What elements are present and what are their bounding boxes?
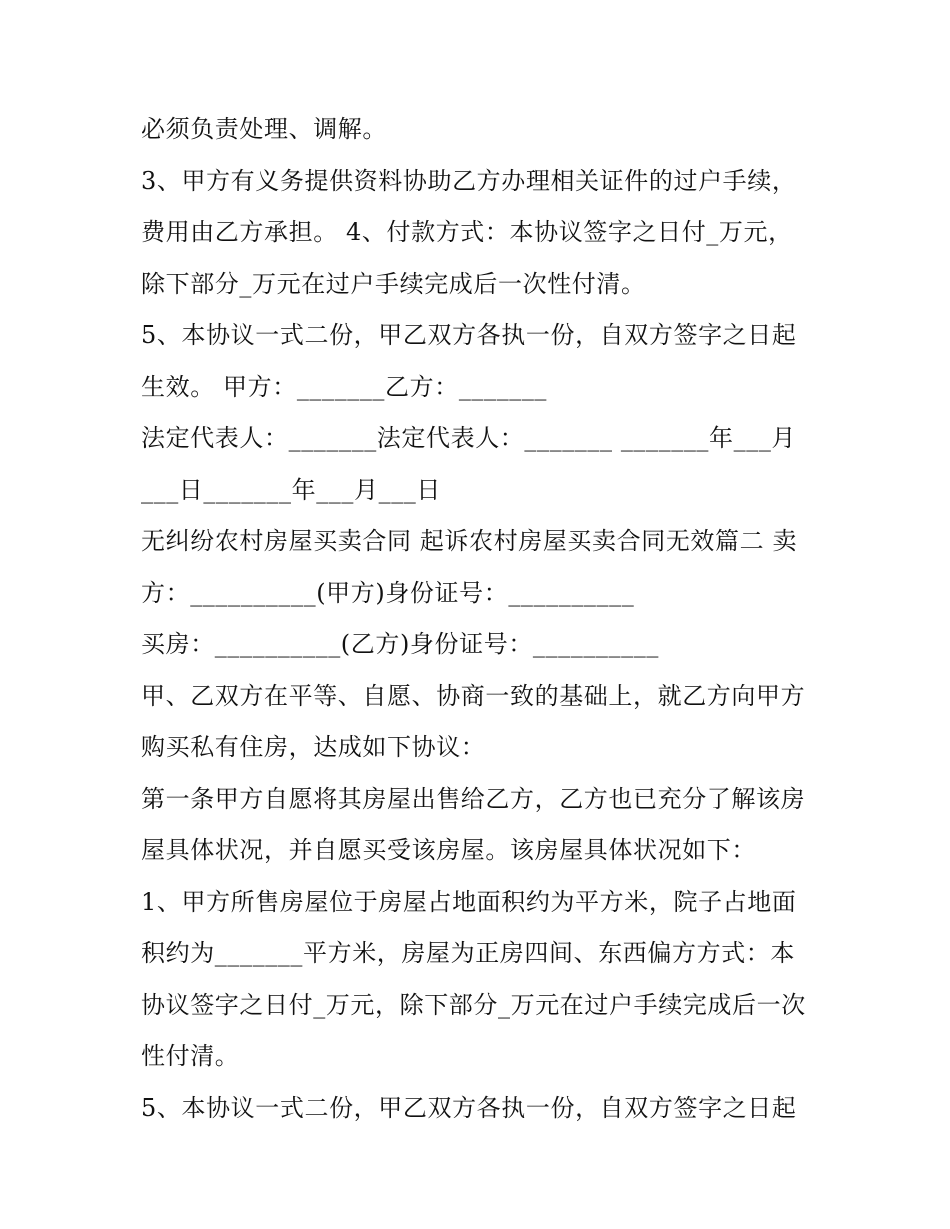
text-line: 协议签字之日付_万元，除下部分_万元在过户手续完成后一次 xyxy=(141,990,806,1019)
text-line: 生效。 甲方：_______乙方：_______ xyxy=(141,372,548,401)
text-line: 甲、乙双方在平等、自愿、协商一致的基础上，就乙方向甲方 xyxy=(141,681,806,710)
text-line: 3、甲方有义务提供资料协助乙方办理相关证件的过户手续， xyxy=(141,166,797,195)
text-line: 买房：__________(乙方)身份证号：__________ xyxy=(141,630,659,658)
text-line: 1、甲方所售房屋位于房屋占地面积约为平方米，院子占地面 xyxy=(141,887,797,916)
text-line: 无纠纷农村房屋买卖合同 起诉农村房屋买卖合同无效篇二 卖 xyxy=(141,527,798,555)
text-line: 方：__________(甲方)身份证号：__________ xyxy=(141,578,635,607)
text-line: 费用由乙方承担。 4、付款方式：本协议签字之日付_万元， xyxy=(141,218,793,246)
text-line: 性付清。 xyxy=(141,1042,240,1070)
text-line: 5、本协议一式二份，甲乙双方各执一份，自双方签字之日起 xyxy=(141,1093,797,1122)
text-line: 除下部分_万元在过户手续完成后一次性付清。 xyxy=(141,269,646,298)
text-line: 5、本协议一式二份，甲乙双方各执一份，自双方签字之日起 xyxy=(141,321,797,349)
text-line: 第一条甲方自愿将其房屋出售给乙方，乙方也已充分了解该房 xyxy=(141,784,806,813)
document-body xyxy=(141,104,841,1134)
text-line: 屋具体状况，并自愿买受该房屋。该房屋具体状况如下： xyxy=(141,836,756,864)
text-line: 法定代表人：_______法定代表人：_______ _______年___月 xyxy=(141,424,797,452)
text-line: 必须负责处理、调解。 xyxy=(141,115,387,143)
text-line: 积约为_______平方米，房屋为正房四间、东西偏方方式：本 xyxy=(141,939,795,967)
text-line: 购买私有住房，达成如下协议： xyxy=(141,733,486,761)
text-line: ___日_______年___月___日 xyxy=(141,475,441,504)
